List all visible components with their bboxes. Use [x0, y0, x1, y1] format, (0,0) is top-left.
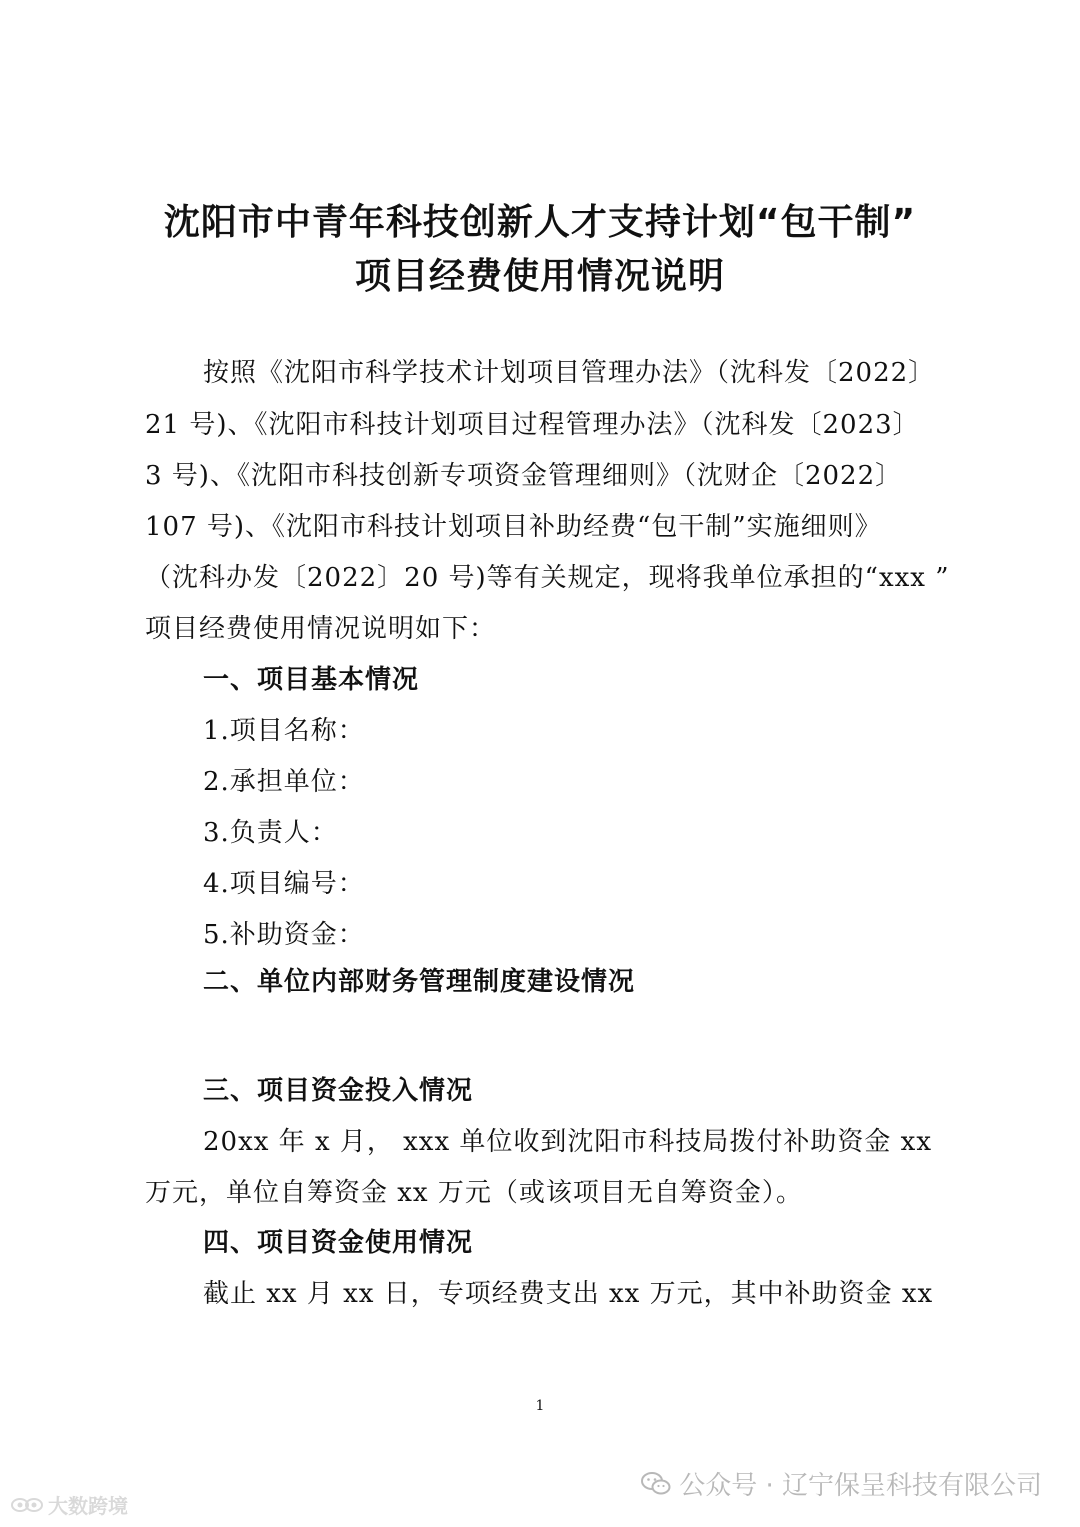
document-title-line-1: 沈阳市中青年科技创新人才支持计划“包干制” — [163, 202, 917, 243]
field-undertaking-unit: 2.承担单位： — [203, 767, 365, 797]
fund-usage-line: 截止 xx 月 xx 日，专项经费支出 xx 万元，其中补助资金 xx — [203, 1279, 934, 1309]
section-heading-fund-usage: 四、项目资金使用情况 — [203, 1228, 474, 1258]
field-project-number: 4.项目编号： — [203, 869, 365, 899]
field-person-in-charge: 3.负责人： — [203, 818, 338, 848]
intro-paragraph-line: 3 号)、《沈阳市科技创新专项资金管理细则》（沈财企〔2022〕 — [145, 461, 903, 491]
corner-watermark — [10, 1490, 128, 1519]
corner-watermark-text: 大数跨境 — [48, 1494, 128, 1518]
watermark-text: 公众号 · 辽宁保呈科技有限公司 — [679, 1471, 1042, 1501]
field-project-name: 1.项目名称： — [203, 716, 365, 746]
wechat-watermark — [641, 1465, 1042, 1502]
fund-input-line: 20xx 年 x 月， xxx 单位收到沈阳市科技局拨付补助资金 xx — [203, 1127, 932, 1157]
document-title-line-2: 项目经费使用情况说明 — [354, 256, 725, 297]
intro-paragraph-line: 项目经费使用情况说明如下： — [145, 614, 497, 644]
field-subsidy-funds: 5.补助资金： — [203, 920, 365, 950]
section-heading-finance-system: 二、单位内部财务管理制度建设情况 — [203, 967, 636, 997]
page-number: 1 — [535, 1398, 545, 1414]
intro-paragraph-line: 21 号)、《沈阳市科技计划项目过程管理办法》（沈科发〔2023〕 — [145, 410, 920, 440]
fund-input-line: 万元，单位自筹资金 xx 万元（或该项目无自筹资金）。 — [145, 1178, 803, 1208]
section-heading-fund-input: 三、项目资金投入情况 — [203, 1076, 474, 1106]
eye-logo-icon — [10, 1495, 44, 1515]
intro-paragraph-line: （沈科办发〔2022〕20 号)等有关规定，现将我单位承担的“xxx ” — [145, 563, 950, 593]
wechat-icon — [641, 1471, 671, 1497]
intro-paragraph-line: 107 号)、《沈阳市科技计划项目补助经费“包干制”实施细则》 — [145, 512, 882, 542]
intro-paragraph-line: 按照《沈阳市科学技术计划项目管理办法》（沈科发〔2022〕 — [203, 358, 936, 388]
section-heading-basic-info: 一、项目基本情况 — [203, 665, 420, 695]
